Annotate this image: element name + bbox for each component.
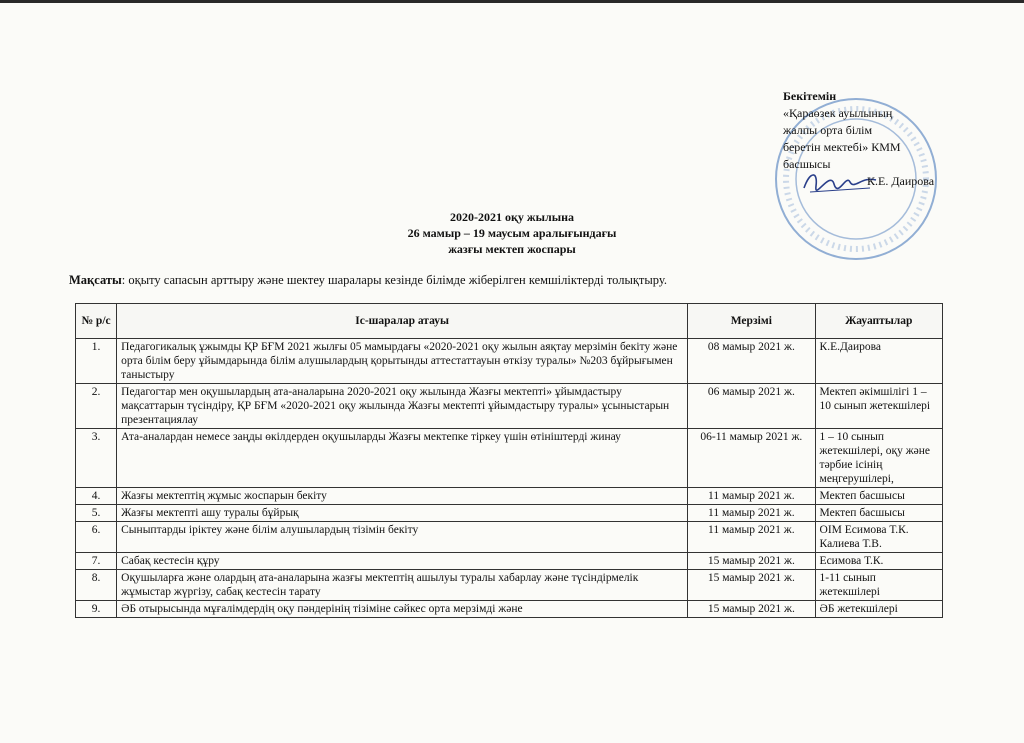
row-num: 6. [76,522,117,553]
row-resp: Мектеп басшысы [815,505,942,522]
table-row [76,505,943,522]
row-resp: Мектеп әкімшілігі 1 – 10 сынып жетекшілері [815,384,942,429]
goal-statement [69,273,969,288]
header-resp: Жауаптылар [815,304,942,339]
header-num: № р/с [76,304,117,339]
approval-line: «Қараөзек ауылының [783,106,893,120]
row-date: 15 мамыр 2021 ж. [688,553,815,570]
row-date: 15 мамыр 2021 ж. [688,601,815,618]
row-num: 5. [76,505,117,522]
document-title [0,209,1024,257]
table-row [76,429,943,488]
header-name: Іс-шаралар атауы [117,304,688,339]
title-line-1: 2020-2021 оқу жылына [450,210,574,224]
title-line-3: жазғы мектеп жоспары [448,242,576,256]
row-num: 9. [76,601,117,618]
row-name: Оқушыларға және олардың ата-аналарына жазғы мектептің ашылуы туралы хабарлау және түсіндірмелік жұмыстар жүргізу, сабақ кестесін тарату [117,570,688,601]
row-name: Жазғы мектепті ашу туралы бұйрық [117,505,688,522]
row-num: 3. [76,429,117,488]
row-resp: ӘБ жетекшілері [815,601,942,618]
approval-line: жалпы орта білім [783,123,873,137]
row-resp: Есимова Т.К. [815,553,942,570]
row-name: Сабақ кестесін құру [117,553,688,570]
row-resp: Мектеп басшысы [815,488,942,505]
row-date: 11 мамыр 2021 ж. [688,488,815,505]
row-num: 2. [76,384,117,429]
table-row [76,488,943,505]
table-row [76,601,943,618]
row-resp: 1-11 сынып жетекшілері [815,570,942,601]
table-row [76,570,943,601]
row-resp: К.Е.Даирова [815,339,942,384]
row-date: 06-11 мамыр 2021 ж. [688,429,815,488]
approval-line: басшысы [783,157,831,171]
row-name: Жазғы мектептің жұмыс жоспарын бекіту [117,488,688,505]
row-num: 1. [76,339,117,384]
row-date: 06 мамыр 2021 ж. [688,384,815,429]
row-num: 4. [76,488,117,505]
goal-text: : оқыту сапасын арттыру және шектеу шаралары кезінде білімде жіберілген кемшіліктерді толықтыру. [121,273,667,287]
row-name: ӘБ отырысында мұғалімдердің оқу пәндерінің тізіміне сәйкес орта мерзімді және [117,601,688,618]
scan-edge [0,0,1024,3]
table-row [76,339,943,384]
row-name: Педагогтар мен оқушылардың ата-аналарына 2020-2021 оқу жылында Жазғы мектепті» ұйымдастыру мақсаттарын түсіндіру, ҚР БҒМ «2020-2021 оқу жылында Жазғы мектепті ұйымдастыру туралы» ұсыныстарын презентациялау [117,384,688,429]
approval-line: беретін мектебі» КММ [783,140,901,154]
row-name: Педагогикалық ұжымды ҚР БҒМ 2021 жылғы 05 мамырдағы «2020-2021 оқу жылын аяқтау мерзімін бекіту және орта білім беру ұйымдарында білім алушылардың қорытынды аттестаттауын өткізу туралы» №203 бұйрығымен таныстыру [117,339,688,384]
approval-signer: К.Е. Даирова [867,174,935,188]
approval-heading: Бекітемін [783,89,837,103]
goal-label: Мақсаты [69,273,122,287]
row-resp: ОІМ Есимова Т.К. Калиева Т.В. [815,522,942,553]
row-date: 11 мамыр 2021 ж. [688,505,815,522]
table-row [76,553,943,570]
title-line-2: 26 мамыр – 19 маусым аралығындағы [407,226,617,240]
plan-table [75,303,943,618]
row-date: 11 мамыр 2021 ж. [688,522,815,553]
header-date: Мерзімі [688,304,815,339]
table-header-row [76,304,943,339]
row-num: 7. [76,553,117,570]
approval-block [783,88,983,190]
table-row [76,384,943,429]
row-resp: 1 – 10 сынып жетекшілері, оқу және тәрбие ісінің меңгерушілері, [815,429,942,488]
table-row [76,522,943,553]
row-name: Ата-аналардан немесе заңды өкілдерден оқушыларды Жазғы мектепке тіркеу үшін өтініштерді жинау [117,429,688,488]
row-date: 15 мамыр 2021 ж. [688,570,815,601]
row-name: Сыныптарды іріктеу және білім алушылардың тізімін бекіту [117,522,688,553]
row-date: 08 мамыр 2021 ж. [688,339,815,384]
row-num: 8. [76,570,117,601]
